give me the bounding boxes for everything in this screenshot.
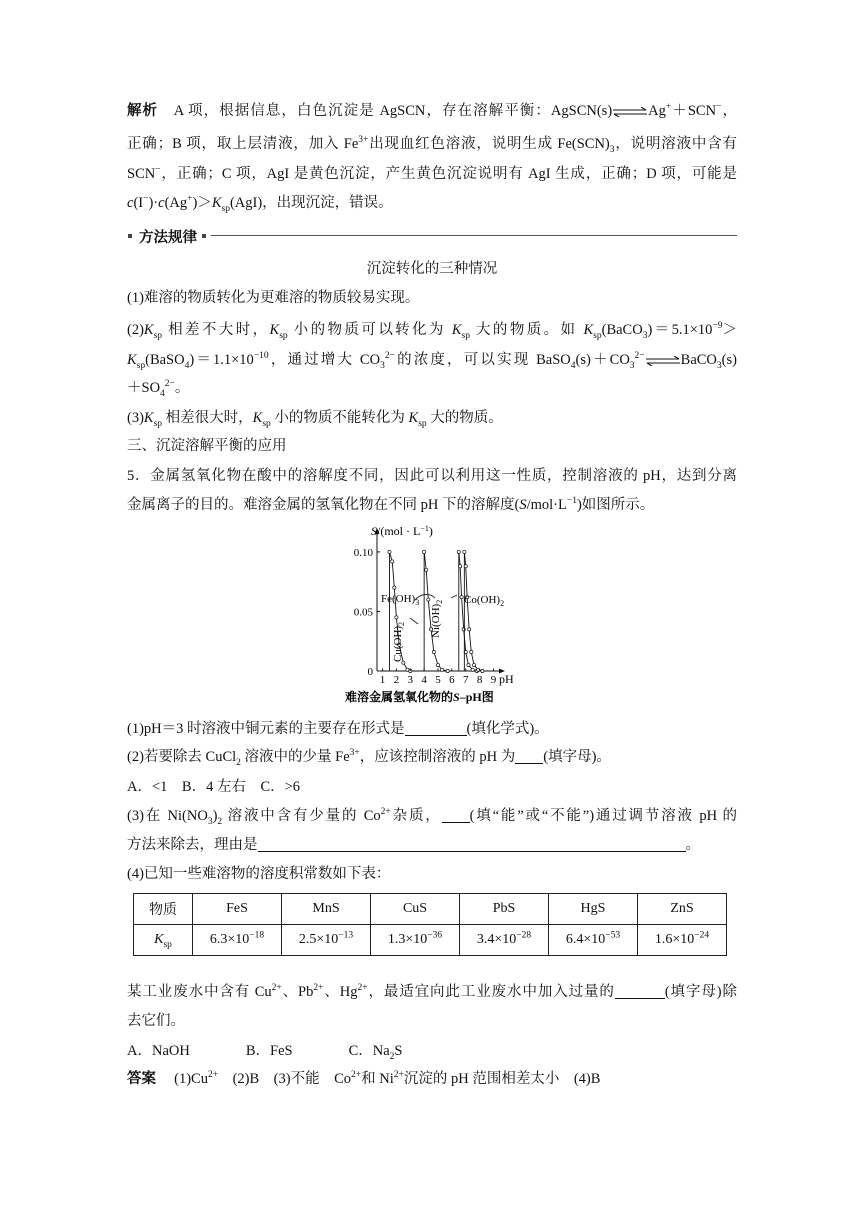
- data-point: [472, 663, 475, 666]
- method-p3: $K_{sp}(BaSO_4)=1.1\times 10^{-10}$，通过增大 $CO_3^{2-}$的浓度，可以实现 $BaSO_4(s)+CO_3^{2-}$ BaCO$_3$(s): [127, 351, 737, 371]
- data-point: [395, 616, 398, 619]
- q5-sub-4: (4)已知一些难溶物的溶度积常数如下表：: [127, 866, 391, 882]
- table-header-cell: CuS: [371, 894, 460, 925]
- x-tick-label: 4: [421, 674, 427, 686]
- y-tick-label: 0: [367, 666, 373, 678]
- x-tick-label: 1: [379, 674, 386, 686]
- data-point: [470, 650, 473, 653]
- x-tick-label: 2: [393, 674, 400, 686]
- series-label-ni: $Ni(OH)_2$: [430, 599, 444, 638]
- x-tick-label: 6: [449, 674, 455, 686]
- method-title: 沉淀转化的三种情况: [366, 261, 498, 277]
- table-cell: $1.6\times 10^{-24}$: [638, 925, 727, 956]
- analysis-line-1: 解析 A 项，根据信息，白色沉淀是 AgSCN，存在溶解平衡：AgSCN(s) Ag+＋SCN−，: [127, 102, 737, 119]
- q5-line-1: 5．金属氢氧化物在酸中的溶解度不同，因此可以利用这一性质，控制溶液的 pH，达到分离: [127, 468, 737, 484]
- table-cell: $2.5\times 10^{-13}$: [282, 925, 371, 956]
- heading-square-icon: [128, 234, 132, 238]
- table-row-ksp: [134, 925, 727, 956]
- data-point: [388, 550, 391, 553]
- answer-blank-3b[interactable]: [258, 837, 686, 852]
- analysis-label: 解析: [127, 103, 159, 119]
- table-header-label: 物质: [134, 894, 193, 925]
- analysis-line-3: SCN−，正确；C 项，AgI 是黄色沉淀，产生黄色沉淀说明有 AgI 生成，正确；D 项，可能是: [127, 165, 737, 182]
- data-point: [427, 598, 430, 601]
- data-point: [393, 586, 396, 589]
- data-point: [460, 596, 463, 599]
- table-header-cell: FeS: [193, 894, 282, 925]
- data-point: [467, 663, 470, 666]
- series-label-co: $Co(OH)_2$: [464, 594, 505, 608]
- table-header-cell: ZnS: [638, 894, 727, 925]
- analysis-line-4: $c(I^-)\cdot c(Ag^+)>K_{sp}(AgI)$，出现沉淀，错误。: [127, 194, 393, 214]
- x-tick-label: 8: [476, 674, 483, 686]
- answer-label: 答案: [127, 1071, 156, 1087]
- table-header-cell: PbS: [460, 894, 549, 925]
- method-heading: 方法规律: [127, 226, 737, 246]
- equilibrium-arrow-icon: [612, 107, 648, 117]
- table-cell: $3.4\times 10^{-28}$: [460, 925, 549, 956]
- data-point: [391, 560, 394, 563]
- q5-sub-4-options: A．NaOH B．FeS C．$Na_2S$: [127, 1043, 403, 1062]
- q5-sub-3-cont: 方法来除去，理由是 。: [127, 837, 700, 853]
- q5-line-2: 金属离子的目的。难溶金属的氢氧化物在不同 pH 下的溶解度$(S/mol\cdot L^{-1})$如图所示。: [127, 496, 655, 513]
- data-point: [432, 650, 435, 653]
- table-header-cell: HgS: [549, 894, 638, 925]
- method-p1: (1)难溶的物质转化为更难溶的物质较易实现。: [127, 290, 420, 306]
- label-leader-co: [451, 595, 457, 598]
- x-tick-label: 9: [490, 674, 497, 686]
- method-p2: $(2)K_{sp}$ 相差不大时，$K_{sp}$ 小的物质可以转化为 $K_{sp}$ 大的物质。如 $K_{sp}(BaCO_3)=5.1\times 10^{-9}>$: [127, 321, 738, 341]
- table-header-cell: MnS: [282, 894, 371, 925]
- chart-ylabel: $S/(mol \cdot L^{-1})$: [371, 524, 433, 538]
- section-3-heading: 三、沉淀溶解平衡的应用: [127, 438, 287, 454]
- answer-blank-4[interactable]: [615, 984, 665, 999]
- answer-blank-2[interactable]: [515, 749, 543, 764]
- answer-blank-1[interactable]: [405, 721, 467, 736]
- data-point: [441, 668, 444, 671]
- q5-sub-1: (1)pH＝3 时溶液中铜元素的主要存在形式是 (填化学式)。: [127, 721, 549, 737]
- data-point: [464, 565, 467, 568]
- data-point: [481, 669, 484, 672]
- table-cell: $6.3\times 10^{-18}$: [193, 925, 282, 956]
- answer-line: 答案 $(1)Cu^{2+}$ (2)B (3)不能 $Co^{2+}$和 $Ni^{2+}$沉淀的 pH 范围相差太小 (4)B: [127, 1070, 601, 1087]
- table-row-label: $K_{sp}$: [134, 925, 193, 956]
- x-tick-label: 5: [435, 674, 441, 686]
- chart-caption: 难溶金属氢氧化物的S–pH图: [345, 690, 494, 704]
- equilibrium-arrow-icon: [645, 356, 681, 366]
- method-p5: $(3)K_{sp}$ 相差很大时，$K_{sp}$ 小的物质不能转化为 $K_{sp}$ 大的物质。: [127, 410, 503, 429]
- table-row-header: [134, 894, 727, 925]
- y-tick-label: 0.05: [353, 606, 373, 619]
- series-label-fe: $Fe(OH)_3$: [381, 593, 420, 607]
- q5-sub-2: (2)若要除去 CuCl$_2$ 溶液中的少量 $Fe^{3+}$，应该控制溶液的 pH 为 (填字母)。: [127, 748, 611, 768]
- data-point: [457, 550, 460, 553]
- ksp-table: [133, 893, 727, 956]
- data-point: [446, 669, 449, 672]
- chart-xlabel: pH: [499, 672, 514, 686]
- answer-blank-3a[interactable]: [442, 808, 470, 823]
- table-cell: $1.3\times 10^{-36}$: [371, 925, 460, 956]
- x-tick-label: 7: [462, 674, 469, 686]
- data-point: [468, 628, 471, 631]
- method-p4: $+SO_4^{2-}$。: [127, 379, 190, 399]
- label-leader-cu: [410, 618, 418, 624]
- y-tick-label: 0.10: [353, 546, 373, 559]
- data-point: [425, 568, 428, 571]
- q5-sub-2-options: A．<1 B．4 左右 C．>6: [127, 779, 301, 795]
- data-point: [471, 668, 474, 671]
- solubility-ph-chart: [337, 520, 527, 710]
- x-tick-label: 3: [407, 674, 414, 686]
- table-cell: $6.4\times 10^{-53}$: [549, 925, 638, 956]
- data-point: [463, 550, 466, 553]
- q5-sub-3: (3)在 $Ni(NO_3)_2$ 溶液中含有少量的 $Co^{2+}$杂质， (填“能”或“不能”)通过调节溶液 pH 的: [127, 807, 738, 827]
- analysis-line-2: 正确；B 项，取上层清液，加入 $Fe^{3+}$出现血红色溶液，说明生成 $Fe(SCN)_3$，说明溶液中含有: [127, 135, 738, 155]
- heading-rule: [211, 235, 737, 236]
- q5-sub-4-text: 某工业废水中含有 $Cu^{2+}$、$Pb^{2+}$、$Hg^{2+}$，最适宜向此工业废水中加入过量的 (填字母)除: [127, 983, 737, 1000]
- data-point: [459, 565, 462, 568]
- data-point: [436, 663, 439, 666]
- data-point: [423, 550, 426, 553]
- q5-sub-4-cont: 去它们。: [127, 1013, 185, 1029]
- series-label-cu: $Cu(OH)_2$: [392, 621, 406, 662]
- heading-square-icon: [202, 234, 206, 238]
